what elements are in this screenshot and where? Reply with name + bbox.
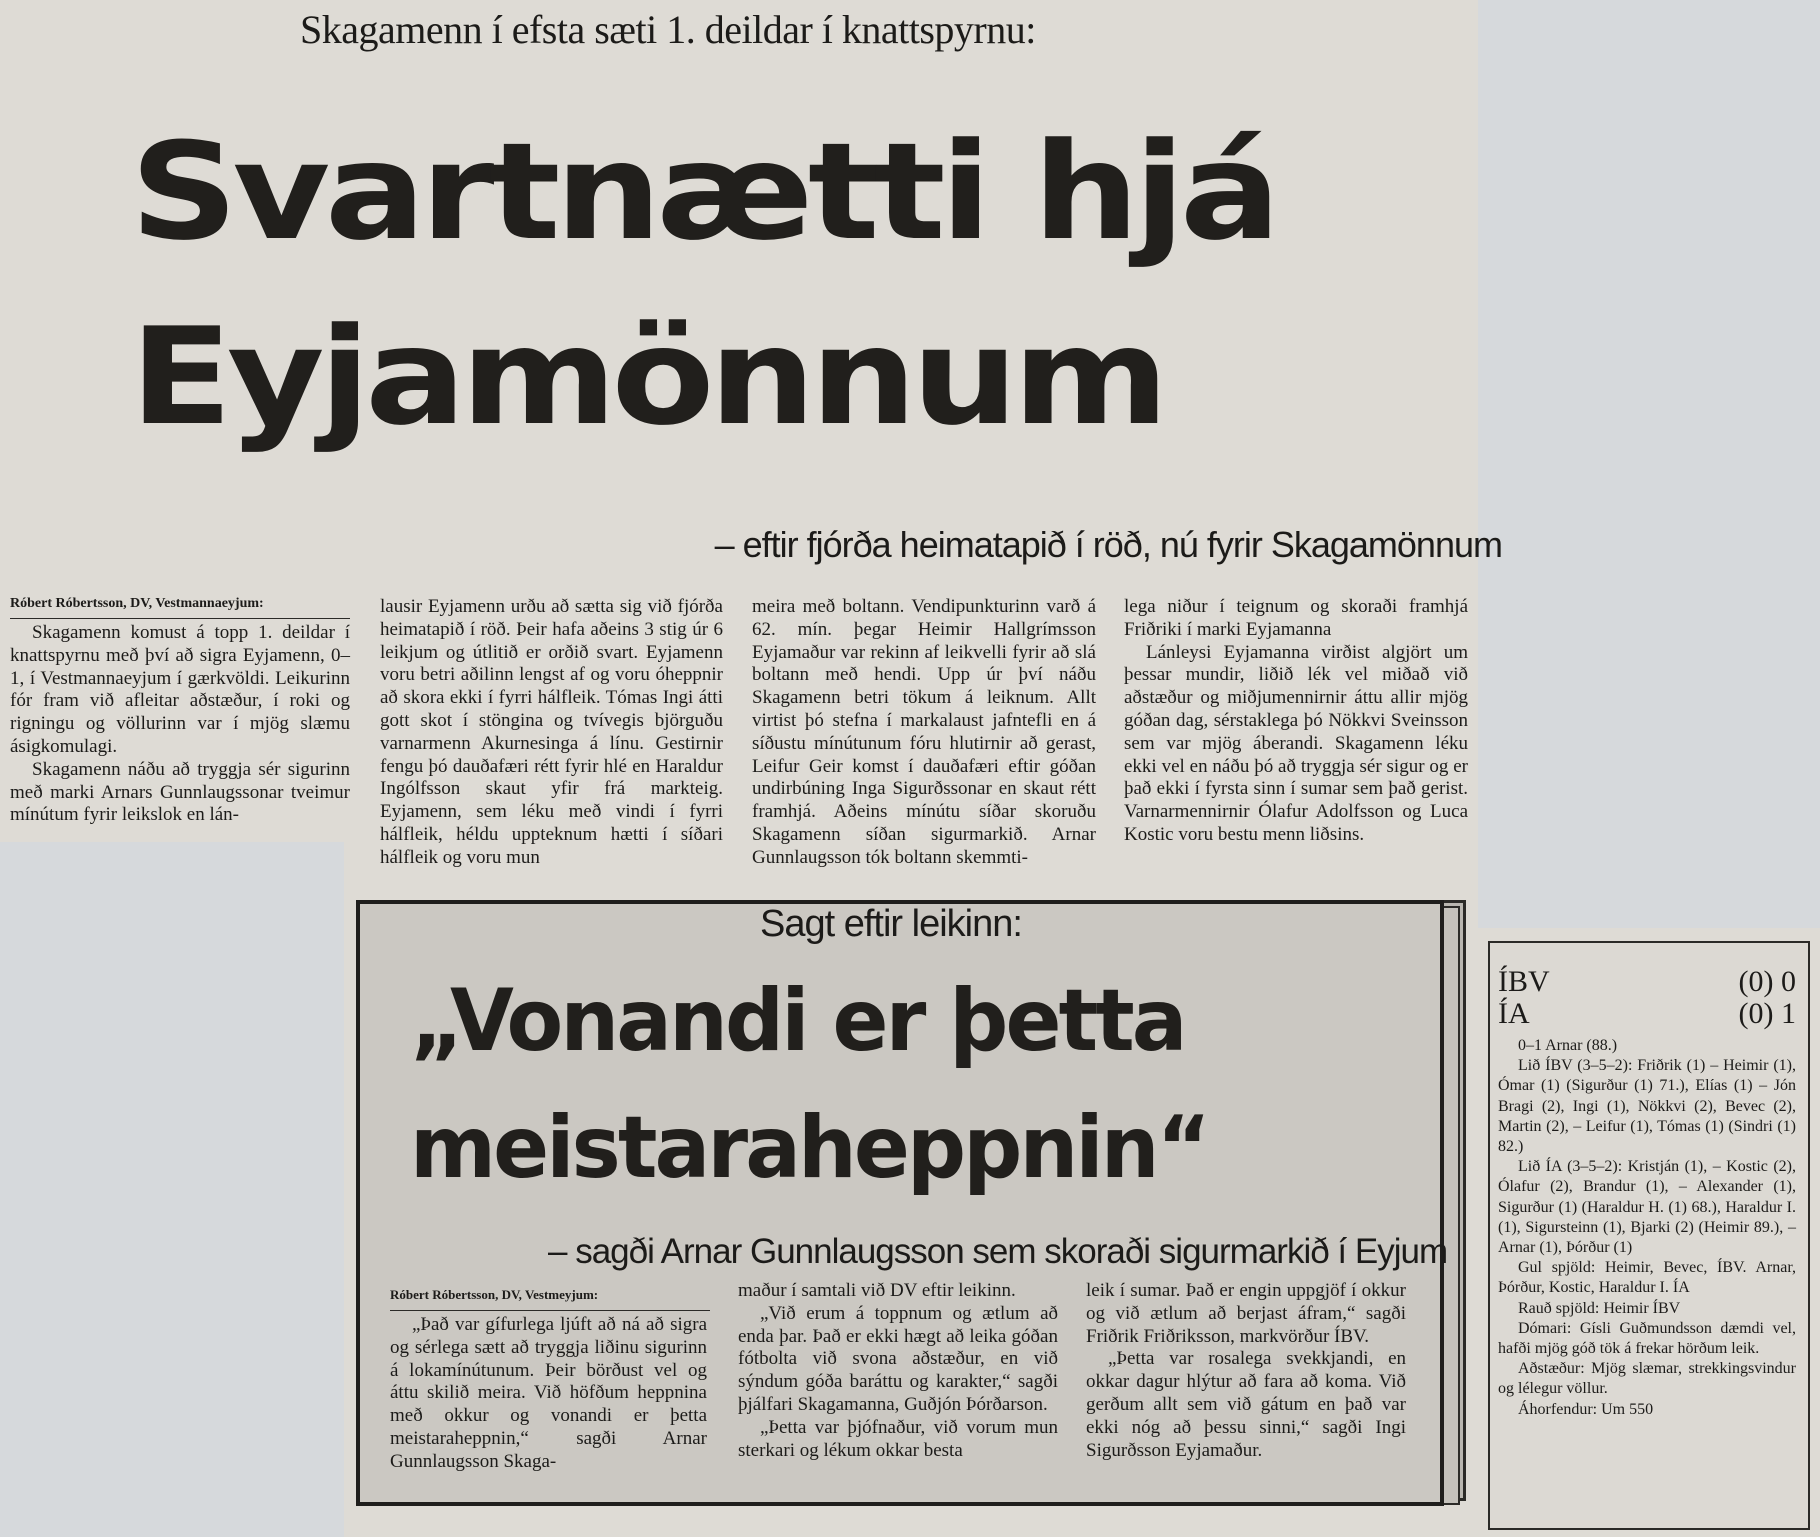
- quote-box-subhead: – sagði Arnar Gunnlaugsson sem skoraði sigurmarkið í Eyjum: [548, 1232, 1448, 1271]
- quote-box-kicker: Sagt eftir leikinn:: [760, 903, 1022, 945]
- quote-paragraph: „Þetta var þjófnaður, við vorum mun sterkari og lékum okkar besta: [738, 1416, 1058, 1461]
- article-column-2: [380, 596, 723, 870]
- team-score: (0) 1: [1738, 997, 1796, 1030]
- quote-column-3: [1086, 1280, 1406, 1462]
- conditions: Aðstæður: Mjög slæmar, strekkingsvindur og lélegur völlur.: [1498, 1360, 1796, 1398]
- headline-line-1: Svartnætti hjá: [130, 114, 1276, 270]
- lineup-ia: Lið ÍA (3–5–2): Kristján (1), – Kostic (2), Ólafur (2), Brandur (1), – Alexander (1), Sigurður (1) (Haraldur H. (1) 68.), Haraldur I. (1), Sigursteinn (1), Bjarki (2) (Heimir 89.), – Arnar (1), Þórður (1): [1498, 1158, 1796, 1257]
- article-column-3: [752, 596, 1096, 870]
- article-kicker: Skagamenn í efsta sæti 1. deildar í knattspyrnu:: [300, 7, 1036, 52]
- article-paragraph: Lánleysi Eyjamanna virðist algjört um þessar mundir, liðið lék vel miðað við aðstæður og miðjumennirnir áttu allir mjög góðan dag, sérstaklega þó Nökkvi Sveinsson sem var mjög áberandi. Skagamenn léku ekki vel en náðu þó að tryggja sér sigur og er það ekki í fyrsta sinn í sumar sem það gerist. Varnarmennirnir Ólafur Adolfsson og Luca Kostic voru bestu menn liðsins.: [1124, 641, 1468, 845]
- yellow-cards: Gul spjöld: Heimir, Bevec, ÍBV. Arnar, Þórður, Kostic, Haraldur I. ÍA: [1498, 1259, 1796, 1297]
- quote-paragraph: „Við erum á toppnum og ætlum að enda þar. Það er ekki hægt að leika góðan fótbolta við svona aðstæður, en við sýndum góða baráttu og karakter,“ sagði þjálfari Skagamanna, Guðjón Þórðarson.: [738, 1302, 1058, 1415]
- byline-rule: [390, 1310, 710, 1311]
- quote-box-headline: [410, 958, 1208, 1212]
- referee: Dómari: Gísli Guðmundsson dæmdi vel, hafði mjög góð tök á frekar hörðum leik.: [1498, 1319, 1796, 1358]
- article-subhead: – eftir fjórða heimatapið í röð, nú fyrir Skagamönnum: [714, 524, 1502, 565]
- score-row-ibv: [1498, 966, 1796, 998]
- lineup-ibv: Lið ÍBV (3–5–2): Friðrik (1) – Heimir (1), Ómar (1) (Sigurður (1) 71.), Elías (1) – Jón Bragi (2), Ingi (1), Nökkvi (2), Bevec (2), Martin (2), – Leifur (1), Tómas (1) (Sindri (1) 82.): [1498, 1057, 1796, 1156]
- quote-paragraph: „Það var gífurlega ljúft að ná að sigra og sérlega sætt að tryggja liðinu sigurinn á lokamínútunum. Þeir börðust vel og áttu skilið meira. Við höfðum heppnina með okkur og vonandi er þetta meistaraheppnin,“ sagði Arnar Gunnlaugsson Skaga-: [390, 1314, 707, 1472]
- quote-column-1: [390, 1314, 707, 1474]
- article-column-4: [1124, 596, 1468, 847]
- match-details: [1498, 1036, 1796, 1420]
- article-byline: Róbert Róbertsson, DV, Vestmannaeyjum:: [10, 596, 264, 611]
- article-paragraph: lausir Eyjamenn urðu að sætta sig við fjórða heimatapið í röð. Þeir hafa aðeins 3 stig úr 6 leikjum og útlitið er orðið svart. Eyjamenn voru betri aðilinn lengst af og voru óheppnir að skora ekki í fyrri hálfleik. Tómas Ingi átti gott skot í stöngina og tvívegis björguðu varnarmenn Akurnesinga á línu. Gestirnir fengu þó dauðafæri rétt fyrir hlé en Haraldur Ingólfsson skaut yfir frá markteig. Eyjamenn, sem léku með vindi í fyrri hálfleik, héldu uppteknum hætti í síðari hálfleik og voru mun: [380, 596, 723, 868]
- article-column-1: [10, 622, 350, 827]
- quote-paragraph: „Þetta var rosalega svekkjandi, en okkar dagur hlýtur að fara að koma. Við gerðum allt sem við gátum en það var ekki nóg að þessu sinni,“ sagði Ingi Sigurðsson Eyjamaður.: [1086, 1348, 1406, 1461]
- attendance: Áhorfendur: Um 550: [1518, 1400, 1654, 1418]
- team-score: (0) 0: [1738, 965, 1796, 998]
- article-paragraph: Skagamenn náðu að tryggja sér sigurinn með marki Arnars Gunnlaugssonar tveimur mínútum fyrir leikslok en lán-: [10, 758, 350, 826]
- quote-headline-line-2: meistaraheppnin“: [410, 1098, 1209, 1198]
- team-name: ÍBV: [1498, 965, 1550, 998]
- article-paragraph: Skagamenn komust á topp 1. deildar í knattspyrnu með því að sigra Eyjamenn, 0–1, í Vestmannaeyjum í gærkvöldi. Leikurinn fór fram við afleitar aðstæður, í roki og rigningu og völlurinn var í mjög slæmu ásigkomulagi.: [10, 622, 350, 757]
- byline-rule: [10, 618, 350, 619]
- quote-headline-line-1: „Vonandi er þetta: [410, 971, 1185, 1071]
- match-goals: 0–1 Arnar (88.): [1518, 1037, 1618, 1054]
- article-headline: [130, 100, 1275, 470]
- article-paragraph: lega niður í teignum og skoraði framhjá Friðriki í marki Eyjamanna: [1124, 596, 1468, 640]
- quote-paragraph: maður í samtali við DV eftir leikinn.: [738, 1280, 1016, 1301]
- quote-paragraph: leik í sumar. Það er engin uppgjöf í okkur og við ætlum að berjast áfram,“ sagði Friðrik Friðriksson, markvörður ÍBV.: [1086, 1280, 1406, 1347]
- quote-column-2: [738, 1280, 1058, 1462]
- score-row-ia: [1498, 998, 1796, 1030]
- article-paragraph: meira með boltann. Vendipunkturinn varð á 62. mín. þegar Heimir Hallgrímsson Eyjamaður var rekinn af leikvelli fyrir að slá boltann með hendi. Upp úr því náðu Skagamenn betri tökum á leiknum. Allt virtist þó stefna í markalaust jafntefli en á síðustu mínútunum fóru hlutirnir að gerast, Leifur Geir komst í dauðafæri eftir góðan undirbúning Inga Sigurðssonar en skaut rétt framhjá. Aðeins mínútu síðar skoruðu Skagamenn síðan sigurmarkið. Arnar Gunnlaugsson tók boltann skemmti-: [752, 596, 1096, 868]
- quote-byline: Róbert Róbertsson, DV, Vestmeyjum:: [390, 1287, 599, 1302]
- headline-line-2: Eyjamönnum: [130, 299, 1164, 455]
- team-name: ÍA: [1498, 997, 1530, 1030]
- red-cards: Rauð spjöld: Heimir ÍBV: [1518, 1299, 1681, 1317]
